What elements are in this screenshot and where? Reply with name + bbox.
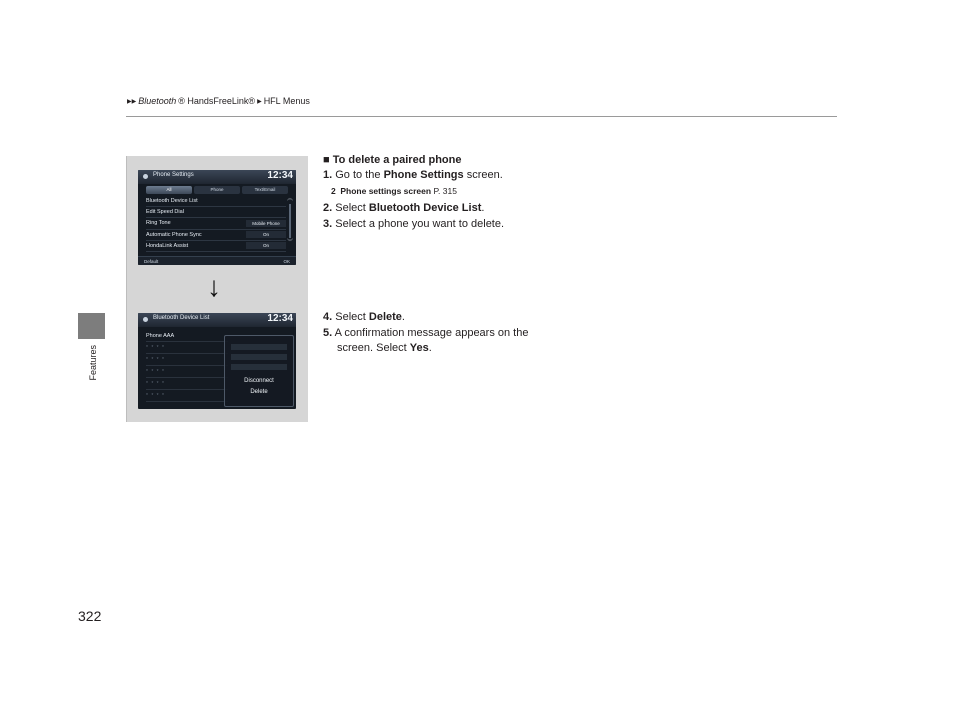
reference-arrow-icon: 2 [331, 186, 336, 196]
chapter-tab [78, 313, 105, 339]
breadcrumb-arrow-icon: ▶▶ [127, 98, 137, 105]
ok-button[interactable]: OK [283, 258, 290, 264]
tab-text-email[interactable]: Text/Email [242, 186, 288, 194]
list-item-value: On [246, 242, 286, 249]
step-number: 1. [323, 169, 333, 181]
list-item-label: Automatic Phone Sync [146, 231, 202, 238]
status-dot-icon [143, 317, 148, 322]
step-number: 4. [323, 311, 333, 323]
section-heading [323, 154, 461, 166]
popup-ghost-row [231, 364, 287, 370]
settings-tabs [146, 186, 288, 194]
list-item[interactable] [146, 354, 228, 366]
reference-title: Phone settings screen [340, 186, 432, 196]
list-item[interactable] [146, 342, 228, 354]
step-text: Go to the [335, 169, 381, 181]
list-item[interactable] [146, 218, 286, 229]
step-2 [323, 202, 484, 214]
status-dot-icon [143, 174, 148, 179]
device-placeholder: * * * * [146, 368, 165, 375]
step-emphasis: Phone Settings [383, 169, 464, 181]
chapter-label: Features [88, 345, 98, 381]
tab-all[interactable]: All [146, 186, 192, 194]
step-text: screen. Select [337, 342, 407, 354]
step-5-continued [337, 342, 432, 354]
device-list [146, 330, 228, 402]
device-placeholder: * * * * [146, 356, 165, 363]
phone-settings-screen [138, 170, 296, 265]
step-number: 3. [323, 218, 333, 230]
device-name: Phone AAA [146, 332, 175, 339]
disconnect-button[interactable]: Disconnect [244, 378, 274, 384]
step-text: Select a phone you want to delete. [335, 218, 505, 230]
scroll-track [289, 204, 291, 238]
list-item[interactable] [146, 207, 286, 218]
list-item-value: On [246, 231, 286, 238]
reference-page: P. 315 [433, 186, 457, 196]
screen-clock: 12:34 [267, 313, 293, 324]
heading-marker-icon: ■ [323, 154, 330, 166]
step-3 [323, 218, 504, 230]
breadcrumb-brand: ® HandsFreeLink® [178, 96, 256, 106]
list-item-label: Ring Tone [146, 220, 171, 227]
step-emphasis: Yes [409, 342, 429, 354]
bluetooth-device-list-screen [138, 313, 296, 409]
default-button[interactable]: Default [144, 258, 159, 264]
list-item[interactable] [146, 330, 228, 342]
step-text: . [401, 311, 405, 323]
list-item[interactable] [146, 230, 286, 241]
screen-clock: 12:34 [267, 170, 293, 181]
scrollbar[interactable] [287, 196, 292, 246]
step-text: . [481, 202, 485, 214]
step-text: screen. [466, 169, 503, 181]
delete-button[interactable]: Delete [250, 389, 268, 395]
screen-title-bar [138, 313, 296, 327]
device-placeholder: * * * * [146, 392, 165, 399]
step-number: 5. [323, 327, 333, 339]
cross-reference[interactable] [331, 186, 457, 196]
step-text: A confirmation message appears on the [334, 327, 529, 339]
popup-ghost-row [231, 354, 287, 360]
list-item-label: Bluetooth Device List [146, 198, 198, 205]
device-placeholder: * * * * [146, 380, 165, 387]
screen-title-bar [138, 170, 296, 184]
device-options-popup [224, 335, 294, 407]
scroll-up-icon[interactable]: ︽ [287, 196, 294, 202]
screen-title: Phone Settings [153, 172, 194, 178]
step-text: . [428, 342, 432, 354]
list-item-label: Edit Speed Dial [146, 209, 184, 216]
step-text: Select [335, 202, 366, 214]
scroll-down-icon[interactable]: ︾ [287, 240, 294, 246]
popup-ghost-row [231, 344, 287, 350]
list-item[interactable] [146, 366, 228, 378]
step-emphasis: Bluetooth Device List [368, 202, 482, 214]
list-item-value: Mobile Phone [246, 220, 286, 227]
breadcrumb-section: HFL Menus [263, 96, 310, 106]
breadcrumb-arrow-icon: ▶ [257, 98, 262, 105]
breadcrumb-brand-italic: Bluetooth [138, 96, 177, 106]
tab-phone[interactable]: Phone [194, 186, 240, 194]
device-placeholder: * * * * [146, 344, 165, 351]
screen-bottom-bar [138, 256, 296, 265]
screen-title: Bluetooth Device List [153, 315, 210, 321]
settings-list [146, 196, 286, 252]
list-item-label: HondaLink Assist [146, 242, 189, 249]
step-1 [323, 169, 503, 181]
header-divider [126, 116, 837, 117]
breadcrumb [127, 96, 310, 106]
list-item[interactable] [146, 390, 228, 402]
heading-text: To delete a paired phone [332, 154, 462, 166]
step-emphasis: Delete [368, 311, 402, 323]
list-item[interactable] [146, 378, 228, 390]
step-4 [323, 311, 405, 323]
list-item[interactable] [146, 196, 286, 207]
step-number: 2. [323, 202, 333, 214]
down-arrow-icon: ↓ [207, 271, 221, 302]
page-number: 322 [78, 608, 102, 624]
step-5 [323, 327, 528, 339]
list-item[interactable] [146, 241, 286, 252]
step-text: Select [335, 311, 366, 323]
